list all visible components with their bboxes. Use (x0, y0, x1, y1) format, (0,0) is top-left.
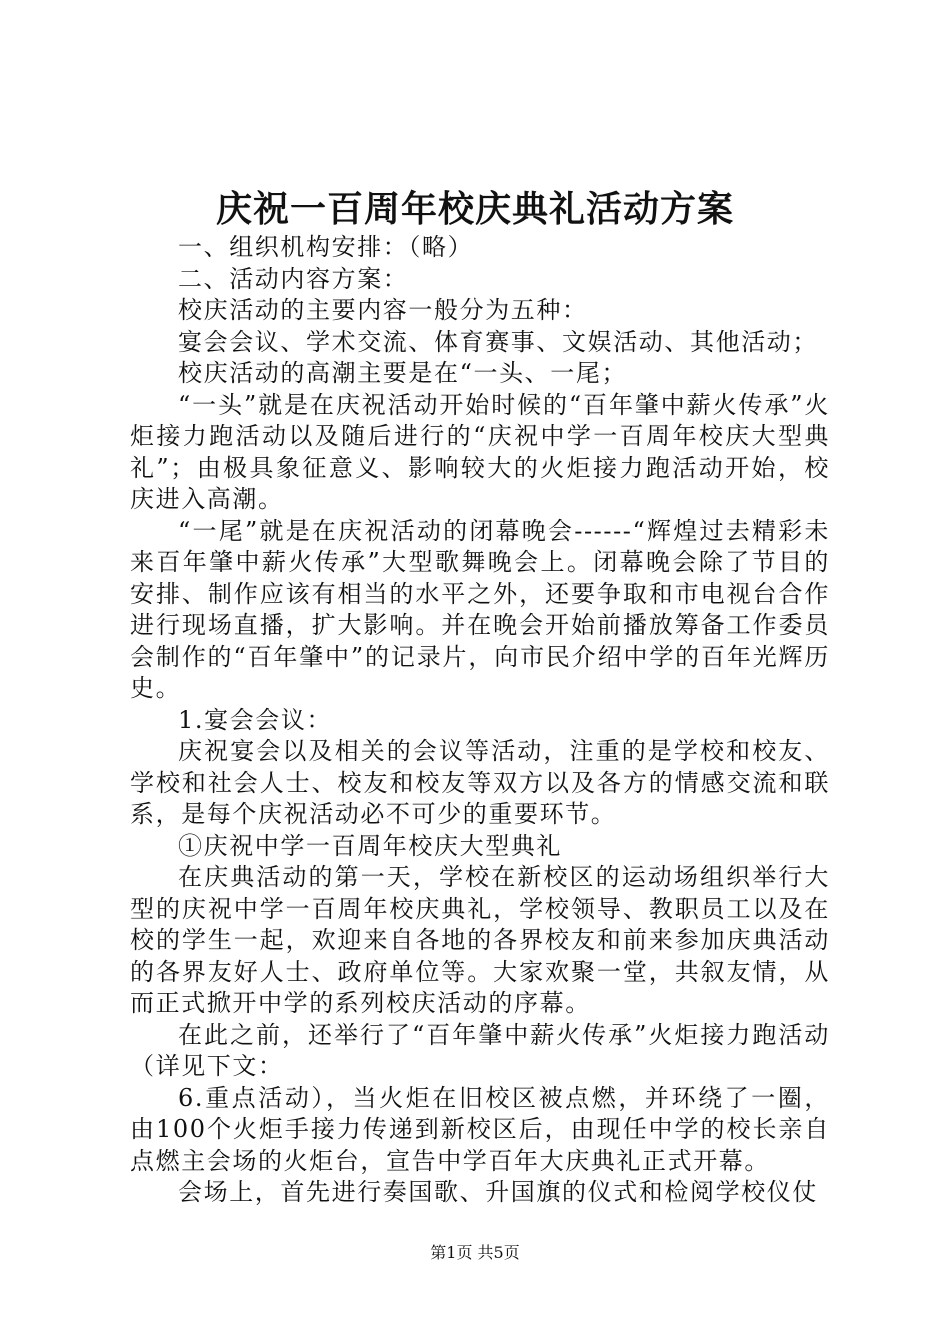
page-number-footer: 第1页 共5页 (430, 1243, 520, 1262)
paragraph-main-content: 校庆活动的主要内容一般分为五种： (178, 296, 588, 324)
paragraph-activity-plan: 二、活动内容方案： (178, 264, 409, 293)
paragraph-head-event: “一头”就是在庆祝活动开始时候的“百年肇中薪火传承”火炬接力跑活动以及随后进行的“庆祝中学一百周年校庆大型典礼”；由极具象征意义、影响较大的火炬接力跑活动开始，校庆进入高潮。 (130, 390, 830, 513)
paragraph-tail-event: “一尾”就是在庆祝活动的闭幕晚会------“辉煌过去精彩未来百年肇中薪火传承”大型歌舞晚会上。闭幕晚会除了节目的安排、制作应该有相当的水平之外，还要争取和市电视台合作进行现场直播，扩大影响。并在晚会开始前播放筹备工作委员会制作的“百年肇中”的记录片，向市民介绍中学的百年光辉历史。 (130, 516, 830, 702)
paragraph-activity-types: 宴会会议、学术交流、体育赛事、文娱活动、其他活动； (178, 327, 818, 356)
paragraph-section-banquet: 1.宴会会议： (178, 705, 333, 734)
paragraph-venue: 会场上，首先进行奏国歌、升国旗的仪式和检阅学校仪仗 (178, 1178, 818, 1206)
paragraph-ceremony-description: 在庆典活动的第一天，学校在新校区的运动场组织举行大型的庆祝中学一百周年校庆典礼，学校领导、教职员工以及在校的学生一起，欢迎来自各地的各界校友和前来参加庆典活动的各界友好人士、政府单位等。大家欢聚一堂，共叙友情，从而正式掀开中学的系列校庆活动的序幕。 (130, 863, 830, 1017)
document-body (130, 232, 830, 1209)
paragraph-banquet-description: 庆祝宴会以及相关的会议等活动，注重的是学校和校友、学校和社会人士、校友和校友等双方以及各方的情感交流和联系，是每个庆祝活动必不可少的重要环节。 (130, 737, 830, 828)
paragraph-torch-relay: 在此之前，还举行了“百年肇中薪火传承”火炬接力跑活动（详见下文： (130, 1020, 830, 1080)
paragraph-ceremony-heading: ①庆祝中学一百周年校庆大型典礼 (178, 831, 562, 860)
paragraph-org-arrangement: 一、组织机构安排：（略） (178, 233, 474, 261)
paragraph-climax: 校庆活动的高潮主要是在“一头、一尾； (178, 359, 628, 387)
document-title: 庆祝一百周年校庆典礼活动方案 (215, 188, 734, 230)
paragraph-key-activity: 6.重点活动），当火炬在旧校区被点燃，并环绕了一圈，由100个火炬手接力传递到新校区后，由现任中学的校长亲自点燃主会场的火炬台，宣告中学百年大庆典礼正式开幕。 (130, 1083, 830, 1175)
